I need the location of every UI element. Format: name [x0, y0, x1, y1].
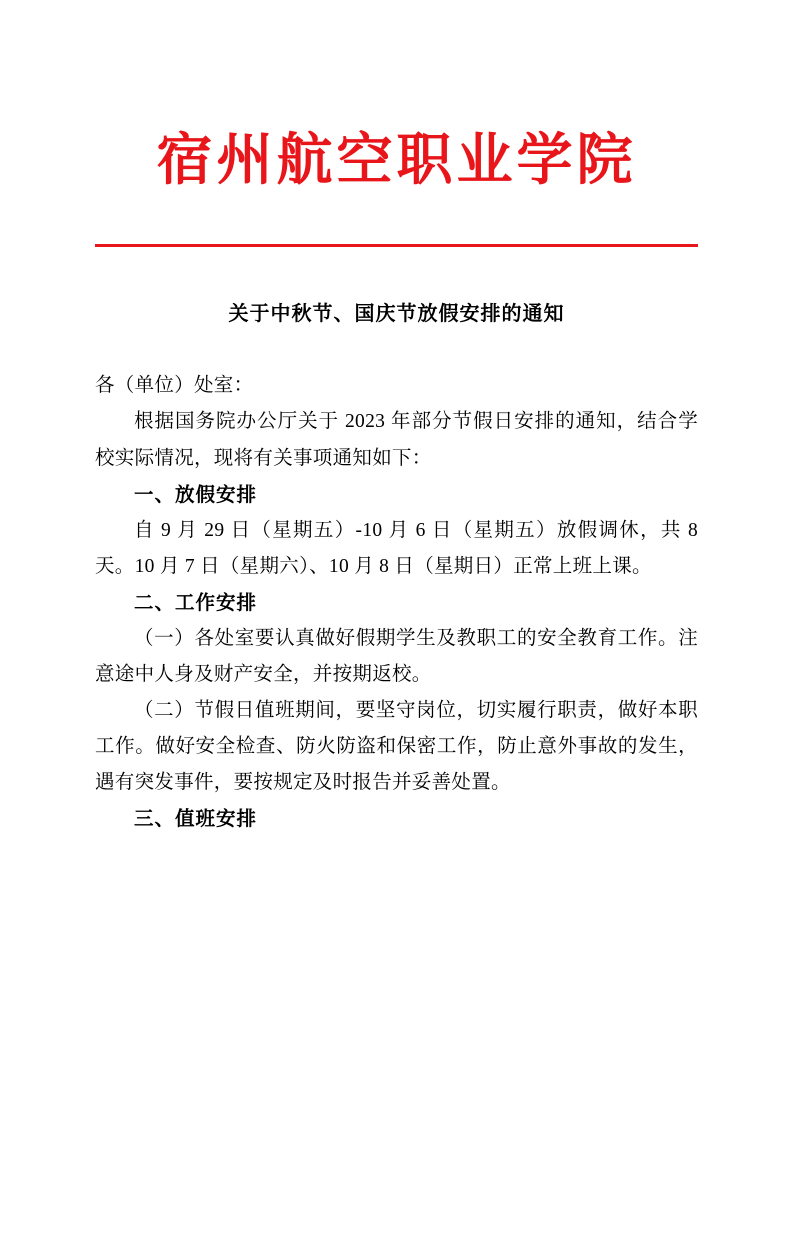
- section-2-paragraph-2: （二）节假日值班期间，要坚守岗位，切实履行职责，做好本职工作。做好安全检查、防火防盗和保密工作，防止意外事故的发生，遇有突发事件，要按规定及时报告并妥善处置。: [95, 699, 698, 794]
- section-2-paragraph-1: （一）各处室要认真做好假期学生及教职工的安全教育工作。注意途中人身及财产安全，并按期返校。: [95, 627, 698, 685]
- letterhead-organization-name: 宿州航空职业学院: [156, 127, 637, 193]
- salutation: 各（单位）处室：: [95, 375, 254, 397]
- letterhead-divider: [95, 244, 698, 247]
- document-page: [0, 128, 793, 1250]
- document-body: [95, 368, 698, 837]
- section-heading-3: 三、值班安排: [134, 807, 258, 831]
- intro-paragraph: 根据国务院办公厅关于 2023 年部分节假日安排的通知，结合学校实际情况，现将有关事项通知如下：: [95, 411, 698, 469]
- document-title: 关于中秋节、国庆节放假安排的通知: [228, 301, 565, 326]
- letterhead: [95, 128, 698, 247]
- section-heading-1: 一、放假安排: [134, 482, 258, 506]
- section-heading-2: 二、工作安排: [134, 590, 258, 614]
- section-1-paragraph-1: 自 9 月 29 日（星期五）-10 月 6 日（星期五）放假调休，共 8 天。10 月 7 日（星期六）、10 月 8 日（星期日）正常上班上课。: [95, 519, 698, 577]
